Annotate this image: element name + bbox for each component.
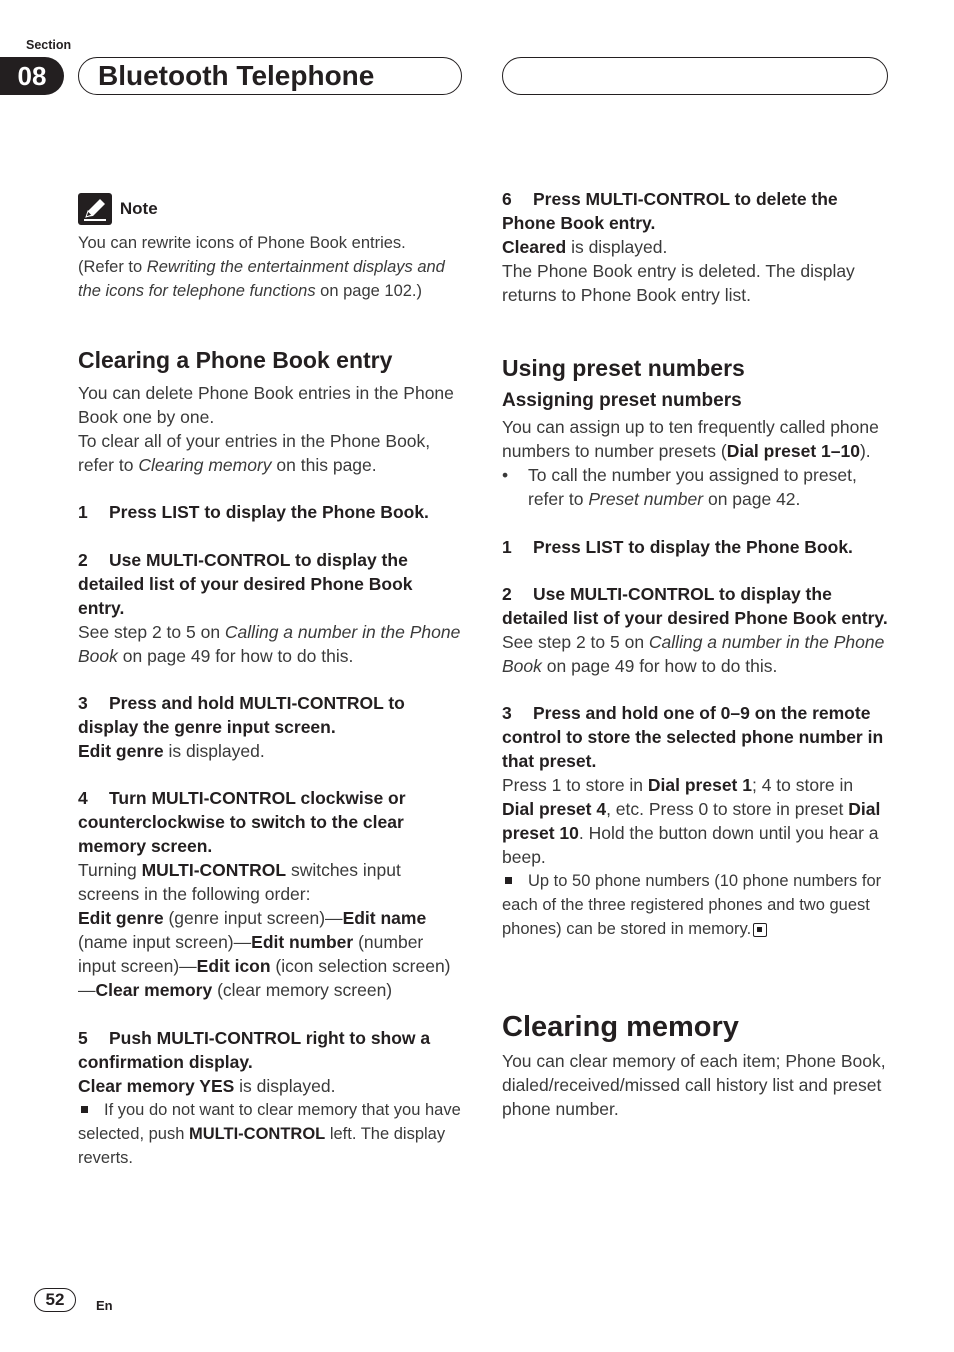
note-header [78, 193, 462, 225]
left-step-5: 5 Push MULTI-CONTROL right to show a confirmation display. [78, 1028, 431, 1072]
right-step-6-status: Cleared is displayed. [502, 237, 668, 257]
preset-heading: Using preset numbers [502, 355, 745, 381]
clearing-intro-1: You can delete Phone Book entries in the Phone Book one by one. [78, 383, 454, 427]
pencil-note-icon [78, 193, 112, 225]
screen-order: Edit genre (genre input screen)—Edit name (name input screen)—Edit number (number input screen)—Edit icon (icon selection screen)—Clear memory (clear memory screen) [78, 908, 451, 1000]
language-label: En [96, 1298, 113, 1313]
right-step-3: 3 Press and hold one of 0–9 on the remote control to store the selected phone number in that preset. [502, 703, 884, 771]
square-bullet-icon [505, 877, 512, 884]
note-title: Note [119, 199, 158, 218]
right-step-3-note: Up to 50 phone numbers (10 phone numbers for each of the three registered phones and two guest phones) can be stored in memory. [502, 872, 882, 938]
right-step-1: 1 Press LIST to display the Phone Book. [502, 537, 853, 557]
right-step-6: 6 Press MULTI-CONTROL to delete the Phone Book entry. [502, 189, 838, 233]
page-number: 52 [34, 1288, 76, 1312]
section-label: Section [26, 38, 72, 52]
section-number: 08 [0, 57, 64, 95]
end-mark-icon [753, 923, 767, 937]
left-step-4: 4 Turn MULTI-CONTROL clockwise or counterclockwise to switch to the clear memory screen. [78, 788, 406, 856]
left-step-1: 1 Press LIST to display the Phone Book. [78, 502, 429, 522]
bullet-icon: • [502, 465, 509, 485]
clearing-memory-body: You can clear memory of each item; Phone Book, dialed/received/missed call history list and preset phone number. [502, 1051, 886, 1119]
left-step-2-body: See step 2 to 5 on Calling a number in the Phone Book on page 49 for how to do this. [78, 622, 461, 666]
left-column [78, 193, 462, 1170]
square-bullet-icon [81, 1106, 88, 1113]
assign-preset-subheading: Assigning preset numbers [502, 390, 742, 411]
clearing-memory-heading: Clearing memory [502, 1011, 739, 1043]
left-step-4-body: Turning MULTI-CONTROL switches input screens in the following order: [78, 860, 401, 904]
left-step-2: 2 Use MULTI-CONTROL to display the detailed list of your desired Phone Book entry. [78, 550, 413, 618]
right-step-3-body: Press 1 to store in Dial preset 1; 4 to store in Dial preset 4, etc. Press 0 to store in preset Dial preset 10. Hold the button down until you hear a beep. [502, 775, 881, 867]
page-title: Bluetooth Telephone [98, 60, 375, 91]
left-step-3-body: Edit genre is displayed. [78, 741, 265, 761]
right-step-2: 2 Use MULTI-CONTROL to display the detailed list of your desired Phone Book entry. [502, 584, 888, 628]
left-step-5-body: Clear memory YES is displayed. [78, 1076, 336, 1096]
right-step-6-body: The Phone Book entry is deleted. The display returns to Phone Book entry list. [502, 261, 855, 305]
clearing-entry-heading: Clearing a Phone Book entry [78, 347, 393, 373]
clearing-intro-2: To clear all of your entries in the Phone Book, refer to Clearing memory on this page. [78, 431, 431, 475]
preset-bullet: • To call the number you assigned to preset, refer to Preset number on page 42. [502, 465, 857, 509]
left-step-5-note: If you do not want to clear memory that you have selected, push MULTI-CONTROL left. The display reverts. [78, 1101, 461, 1167]
left-step-3: 3 Press and hold MULTI-CONTROL to display the genre input screen. [78, 693, 405, 737]
right-step-2-body: See step 2 to 5 on Calling a number in the Phone Book on page 49 for how to do this. [502, 632, 885, 676]
right-column [502, 187, 888, 1121]
header-empty-frame [502, 57, 888, 95]
note-line1: You can rewrite icons of Phone Book entries. [78, 234, 406, 252]
preset-intro: You can assign up to ten frequently called phone numbers to number presets (Dial preset 1–10). [502, 417, 879, 461]
note-line2: (Refer to Rewriting the entertainment displays and the icons for telephone functions on page 102.) [78, 258, 445, 300]
